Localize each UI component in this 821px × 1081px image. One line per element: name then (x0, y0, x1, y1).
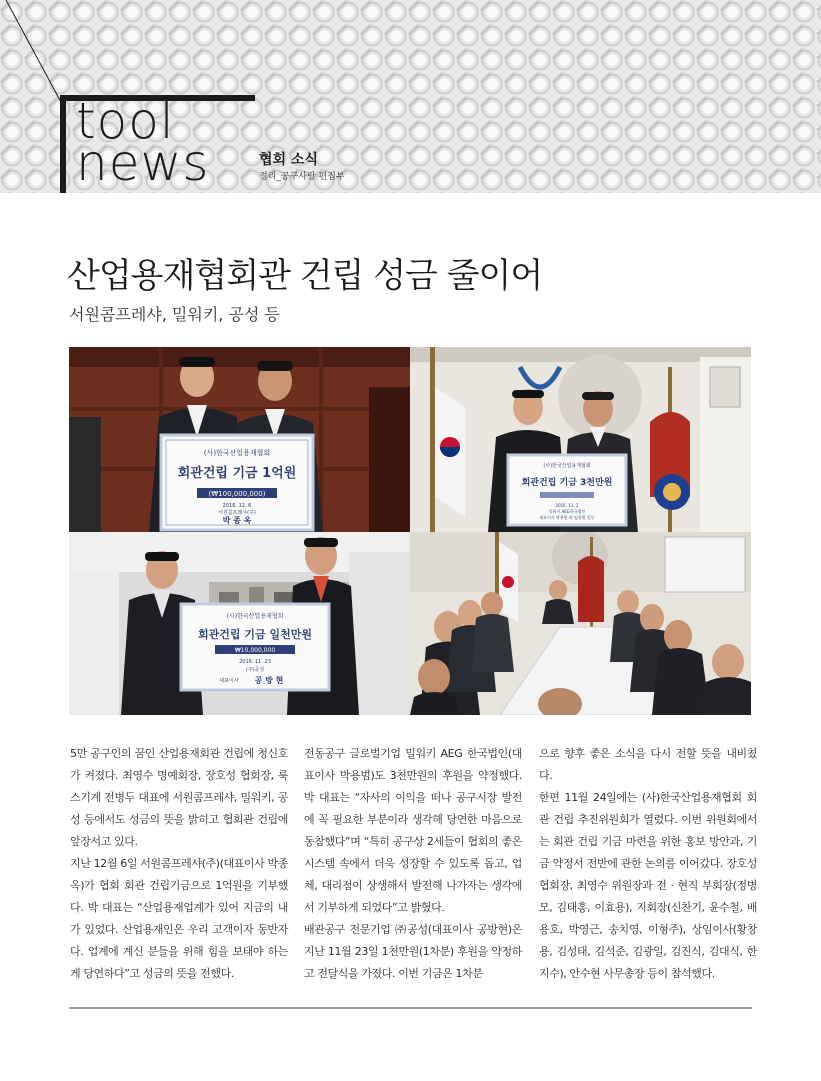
board2-donor: 대표이사 박용범 외 임직원 일동 (539, 515, 595, 520)
section-title: 협회 소식 (259, 152, 318, 168)
logo-news: news (76, 134, 210, 192)
body-paragraph: 5만 공구인의 꿈인 산업용재회관 건립에 청신호가 켜졌다. 최영수 명예회장, 장호성 협회장, 룩스기계 전병두 대표에 서원콤프레샤, 밀워키, 공성 등에서도 성금의 뜻을 밝히고 협회관 건립에 앞장서고 있다. (70, 747, 288, 848)
photo-committee-meeting (410, 532, 751, 715)
board1-org: (사)한국산업용재협회 (203, 449, 271, 457)
body-paragraph: 으로 향후 좋은 소식을 다시 전할 뜻을 내비쳤다. (539, 747, 757, 782)
body-column-1 (70, 743, 288, 985)
body-paragraph: 전동공구 글로벌기업 밀워키 AEG 한국법인(대표이사 박용범)도 3천만원의 후원을 약정했다. 박 대표는 “자사의 이익을 떠나 공구시장 발전에 꼭 필요한 부분이라 생각해 당연한 마음으로 동참했다”며 “특히 공구상 2세들이 협회의 좋은 시스템 속에서 더욱 성장할 수 있도록 돕고, 업체, 대리점이 상생해서 발전해 나가자는 생각에서 기부하게 되었다”고 밝혔다. (304, 747, 522, 914)
board3-donor-role: 대표이사 (219, 678, 239, 684)
board1-donor: 박 종 옥 (222, 516, 252, 525)
photo-donation-milwaukee (410, 347, 751, 532)
board3-amount: ₩10,000,000 (234, 647, 276, 654)
article-subtitle: 서원콤프레샤, 밀워키, 공성 등 (69, 305, 280, 324)
section-credit: 정리_공구사랑 편집부 (259, 172, 345, 182)
photo-donation-seowon (69, 347, 410, 532)
body-paragraph: 한편 11월 24일에는 (사)한국산업용재협회 회관 건립 추진위원회가 열렸다. 이번 위원회에서는 회관 건립 기금 마련을 위한 홍보 방안과, 기금 약정서 전반에 관한 논의를 이어갔다. 장호성 협회장, 최영수 위원장과 전 · 현직 부회장(정병모, 김태홍, 이효용), 지회장(신찬기, 윤수철, 배용호, 박영근, 송치영, 이형주), 상임이사(황창용, 김성태, 김석준, 김광일, 김진식, 김대식, 한지수), 안수현 사무총장 등이 참석했다. (539, 791, 757, 980)
article-title: 산업용재협회관 건립 성금 줄이어 (67, 256, 543, 296)
board1-amount: (₩100,000,000) (208, 490, 266, 498)
board3-company: (주)공성 (245, 667, 265, 673)
board3-org: (사)한국산업용재협회 (226, 613, 284, 620)
body-column-3 (539, 743, 757, 985)
board3-title: 회관건립 기금 일천만원 (198, 628, 312, 641)
board1-title: 회관건립 기금 1억원 (177, 466, 297, 481)
board2-org: (사)한국산업용재협회 (543, 463, 591, 469)
body-paragraph: 지난 12월 6일 서원콤프레샤(주)(대표이사 박종옥)가 협회 회관 건립기금으로 1억원을 기부했다. 박 대표는 “산업용재업계가 있어 지금의 내가 있었다. 산업용재인은 우리 고객이자 동반자다. 업계에 계신 분들을 위해 힘을 보태야 하는 게 당연하다”고 성금의 뜻을 전했다. (70, 857, 288, 980)
board1-company: 서원콤프레샤(주) (218, 510, 256, 516)
board2-company: 밀워키 AEG한국법인 (548, 509, 586, 514)
board3-donor: 공 방 현 (254, 676, 284, 685)
board2-title: 회관건립 기금 3천만원 (521, 478, 613, 488)
logo-tool: tool (76, 92, 175, 150)
board3-date: 2016. 11. 23 (239, 659, 271, 665)
board2-date: 2016. 11. 2 (555, 503, 579, 508)
board1-date: 2016. 12. 6 (222, 503, 252, 509)
photo-donation-gongseong (69, 532, 410, 715)
body-paragraph: 배관공구 전문기업 ㈜공성(대표이사 공방현)은 지난 11월 23일 1천만원(1차분) 후원을 약정하고 전달식을 가졌다. 이번 기금은 1차분 (304, 923, 522, 980)
body-column-2 (304, 743, 522, 985)
footer-rule (69, 1007, 752, 1009)
